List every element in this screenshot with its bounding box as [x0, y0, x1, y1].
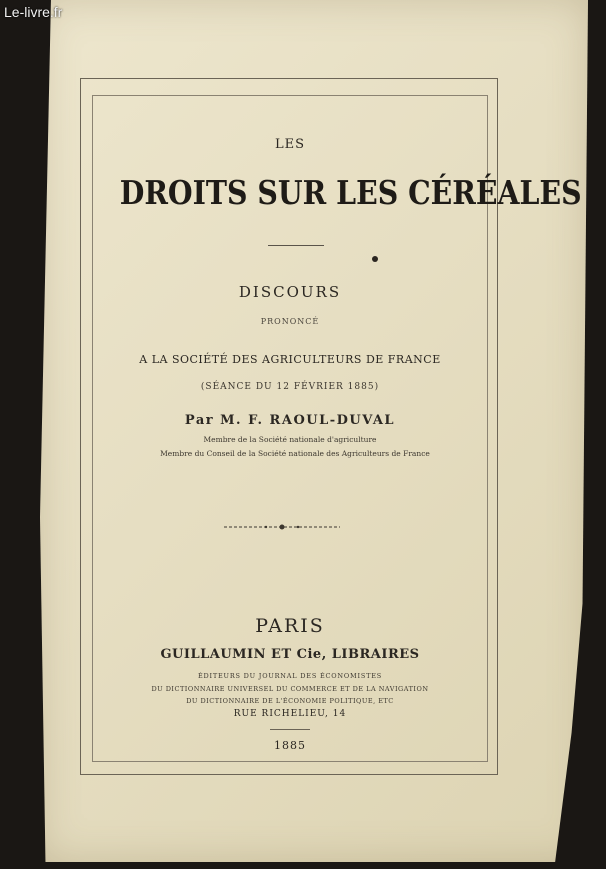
publisher-line-1: ÉDITEURS DU JOURNAL DES ÉCONOMISTES	[197, 672, 383, 680]
author-affiliation-2: Membre du Conseil de la Société nationale des Agriculteurs de France	[160, 449, 430, 458]
year-divider	[270, 729, 310, 730]
book-title: DROITS SUR LES CÉRÉALES	[119, 173, 582, 212]
publication-city: PARIS	[255, 615, 325, 637]
author-affiliation-1: Membre de la Société nationale d'agriculture	[203, 435, 377, 444]
author-name: Par M. F. RAOUL-DUVAL	[184, 413, 396, 428]
subtitle-prononce: PRONONCÉ	[260, 317, 320, 326]
publisher-line-3: DU DICTIONNAIRE DE L'ÉCONOMIE POLITIQUE, ETC	[186, 697, 394, 705]
publisher-address: RUE RICHELIEU, 14	[233, 709, 347, 719]
publication-year: 1885	[274, 739, 306, 752]
seance-date: (SÉANCE DU 12 FÉVRIER 1885)	[200, 382, 380, 392]
subtitle-discours: DISCOURS	[238, 283, 342, 301]
subtitle-societe: A LA SOCIÉTÉ DES AGRICULTEURS DE FRANCE	[139, 353, 441, 366]
publisher-line-2: DU DICTIONNAIRE UNIVERSEL DU COMMERCE ET DE LA NAVIGATION	[151, 685, 429, 693]
publisher-name: GUILLAUMIN ET Cie, LIBRAIRES	[160, 647, 420, 662]
title-divider	[268, 245, 324, 246]
cover-content	[92, 95, 582, 762]
watermark-text: Le-livre.fr	[4, 4, 63, 20]
ornament-divider	[222, 523, 342, 531]
title-article: LES	[274, 137, 306, 152]
